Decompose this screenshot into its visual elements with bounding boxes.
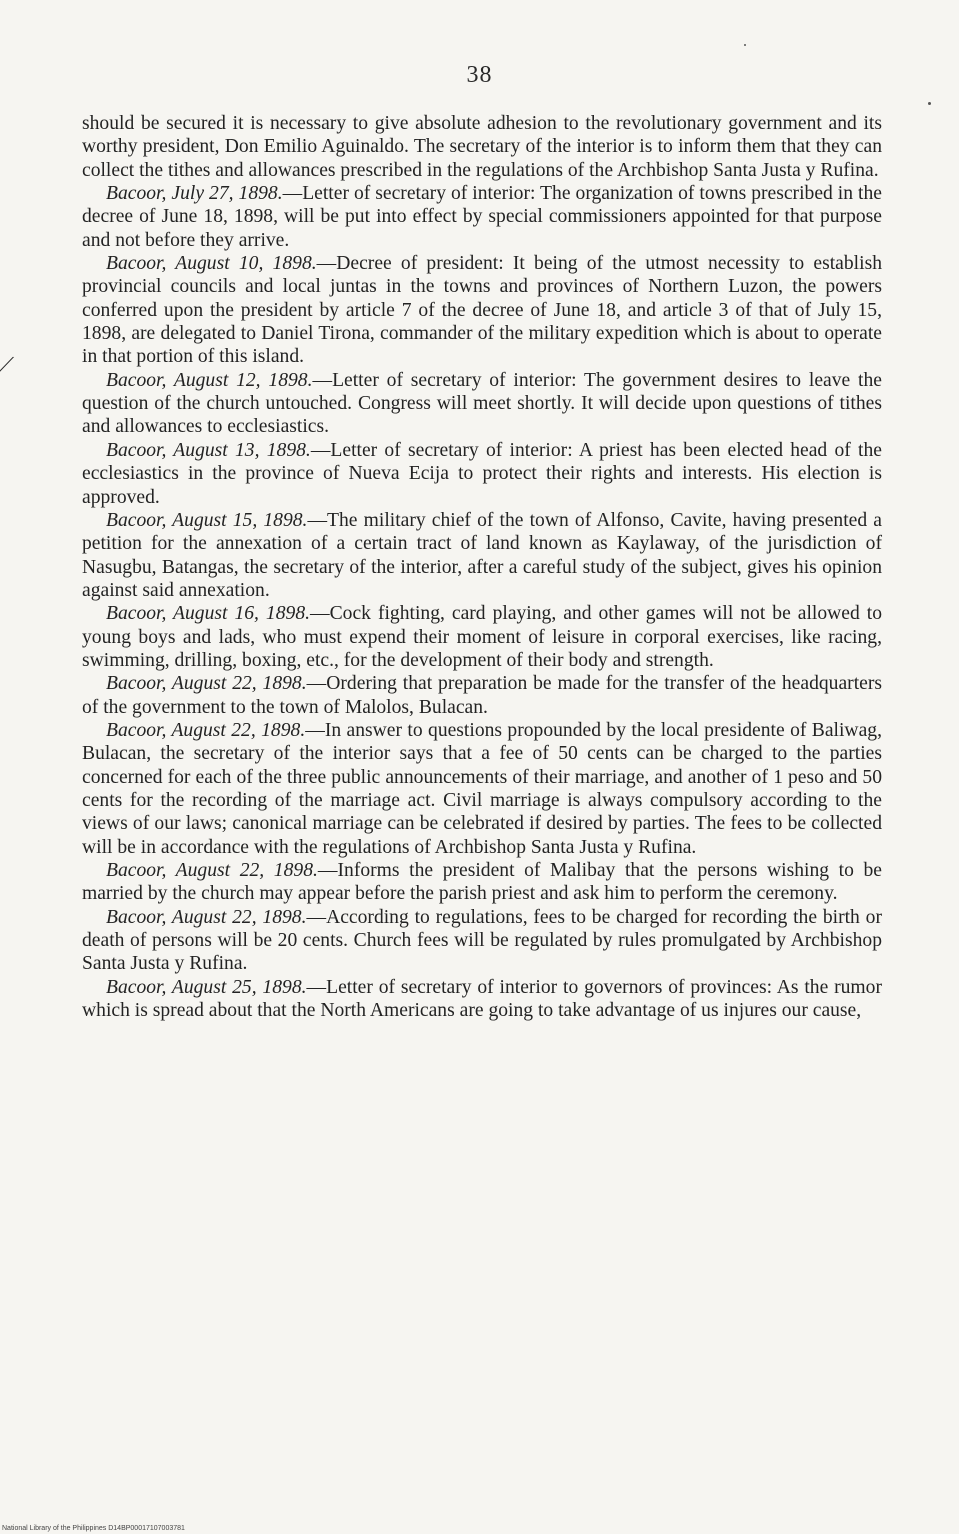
paragraph-text: —Informs the president of Malibay that the persons wishing to be married by the church may appear before the parish priest and ask him to perform the ceremony. — [82, 860, 882, 905]
paragraph — [82, 182, 882, 252]
paragraph-text: —According to regulations, fees to be charged for recording the birth or death of persons will be 20 cents. Church fees will be regulated by rules promulgated by Archbishop Santa Justa y Rufina. — [82, 906, 882, 975]
paragraph — [82, 252, 882, 369]
paragraph-place-date: Bacoor, July 27, 1898. — [106, 183, 283, 205]
paragraph-text: —Letter of secretary of interior: A priest has been elected head of the ecclesiastics in the province of Nueva Ecija to protect their rights and interests. His election is approved. — [82, 439, 882, 508]
paragraph — [82, 439, 882, 509]
paragraph-place-date: Bacoor, August 10, 1898. — [106, 253, 317, 275]
paragraph — [82, 369, 882, 439]
paragraph-text: —The military chief of the town of Alfonso, Cavite, having presented a petition for the annexation of a certain tract of land known as Kaylaway, of the jurisdiction of Nasugbu, Batangas, the secretary of the interior, after a careful study of the subject, gives his opinion against said annexation. — [82, 509, 882, 601]
paragraph — [82, 976, 882, 1023]
paragraph — [82, 509, 882, 602]
paragraph-place-date: Bacoor, August 22, 1898. — [106, 719, 306, 741]
paragraph-place-date: Bacoor, August 15, 1898. — [106, 509, 308, 531]
paragraph-text: —Letter of secretary of interior to governors of provinces: As the rumor which is spread about that the North Americans are going to take advantage of us injures our cause, — [82, 976, 882, 1022]
page-number: 38 — [466, 62, 493, 88]
scan-speck — [744, 44, 746, 46]
paragraph — [82, 112, 882, 182]
paragraph-text: —Letter of secretary of interior: The government desires to leave the question of the church untouched. Congress will meet shortly. It will decide upon questions of tithes and allowances to ecclesiastics. — [82, 369, 882, 438]
paragraph-place-date: Bacoor, August 22, 1898. — [106, 673, 307, 695]
paragraph-place-date: Bacoor, August 22, 1898. — [106, 906, 307, 928]
paragraph-place-date: Bacoor, August 16, 1898. — [106, 603, 311, 625]
paragraph-text: should be secured it is necessary to give absolute adhesion to the revolutionary government and its worthy president, Don Emilio Aguinaldo. The secretary of the interior is to inform them that they can collect the tithes and allowances prescribed in the regulations of the Archbishop Santa Justa y Rufina. — [82, 113, 882, 181]
paragraph-place-date: Bacoor, August 12, 1898. — [106, 369, 313, 391]
paragraph-place-date: Bacoor, August 13, 1898. — [106, 439, 311, 461]
paragraph — [82, 719, 882, 859]
paragraph — [82, 859, 882, 906]
paragraph-place-date: Bacoor, August 25, 1898. — [106, 976, 307, 998]
paragraph — [82, 672, 882, 719]
body-text — [82, 112, 882, 1022]
paragraph-text: —Ordering that preparation be made for the transfer of the headquarters of the government to the town of Malolos, Bulacan. — [82, 673, 882, 718]
paragraph-text: —Decree of president: It being of the utmost necessity to establish provincial councils and local juntas in the towns and provinces of Northern Luzon, the powers conferred upon the president by article 7 of the decree of June 18, and article 3 of that of July 15, 1898, are delegated to Daniel Tirona, commander of the military expedition which is about to operate in that portion of this island. — [82, 253, 882, 368]
scan-credit: National Library of the Philippines D14BP00017107003781 — [2, 1525, 185, 1532]
paragraph-text: —In answer to questions propounded by the local presidente of Baliwag, Bulacan, the secretary of the interior says that a fee of 50 cents can be charged to the parties concerned for each of the three public announcements of their marriage, and another of 1 peso and 50 cents for the recording of the marriage act. Civil marriage is always compulsory according to the views of our laws; canonical marriage can be celebrated if desired by parties. The fees to be collected will be in accordance with the regulations of Archbishop Santa Justa y Rufina. — [82, 719, 882, 858]
paragraph — [82, 602, 882, 672]
scan-speck — [928, 102, 931, 105]
paragraph — [82, 906, 882, 976]
paragraph-place-date: Bacoor, August 22, 1898. — [106, 860, 318, 881]
paragraph-text: —Letter of secretary of interior: The organization of towns prescribed in the decree of June 18, 1898, will be put into effect by special commissioners appointed for that purpose and not before they arrive. — [82, 183, 882, 251]
margin-pencil-mark: ∕ — [2, 349, 11, 380]
paragraph-text: —Cock fighting, card playing, and other games will not be allowed to young boys and lads, who must expend their moment of leisure in corporal exercises, like racing, swimming, drilling, boxing, etc., for the development of their body and strength. — [82, 603, 882, 671]
